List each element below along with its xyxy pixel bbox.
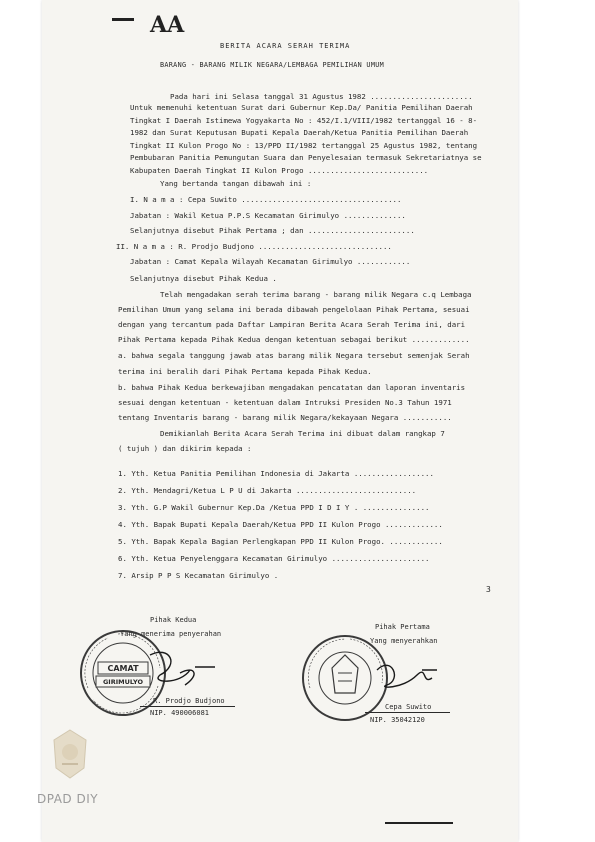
- body-line: Yang bertanda tangan dibawah ini :: [160, 179, 312, 188]
- bottom-mark: [385, 822, 453, 824]
- body-line: dengan yang tercantum pada Daftar Lampiran Berita Acara Serah Terima ini, dari: [118, 320, 466, 329]
- closing-line: ( tujuh ) dan dikirim kepada :: [118, 444, 252, 453]
- body-line: Pembubaran Panitia Pemungutan Suara dan Penyelesaian termasuk Sekretariatnya se: [130, 153, 482, 162]
- body-line: Kabupaten Daerah Tingkat II Kulon Progo ...........................: [130, 166, 429, 175]
- party-one-position: Jabatan : Wakil Ketua P.P.S Kecamatan Girimulyo ..............: [130, 211, 406, 220]
- stamp-center-text: CAMAT: [107, 664, 139, 673]
- recipient-item: 5. Yth. Bapak Kepala Bagian Perlengkapan PPD II Kulon Progo. ............: [118, 537, 443, 546]
- body-line: Tingkat I Daerah Istimewa Yogyakarta No : 452/I.1/VIII/1982 tertanggal 16 - 8-: [130, 116, 478, 125]
- party-two-name: II. N a m a : R. Prodjo Budjono ..............................: [116, 242, 392, 251]
- closing-line: Demikianlah Berita Acara Serah Terima ini dibuat dalam rangkap 7: [160, 429, 445, 438]
- recipient-item: 6. Yth. Ketua Penyelenggara Kecamatan Girimulyo ......................: [118, 554, 430, 563]
- party-two-designation: Selanjutnya disebut Pihak Kedua .: [130, 274, 277, 283]
- body-line: Telah mengadakan serah terima barang - barang milik Negara c.q Lembaga: [160, 290, 472, 299]
- recipient-item: 7. Arsip P P S Kecamatan Girimulyo .: [118, 571, 279, 580]
- body-line: Pihak Pertama kepada Pihak Kedua dengan ketentuan sebagai berikut .............: [118, 335, 470, 344]
- recipient-item: 3. Yth. G.P Wakil Gubernur Kep.Da /Ketua PPD I D I Y . ...............: [118, 503, 430, 512]
- side-page-mark: 3: [486, 585, 491, 594]
- condition-b-cont: tentang Inventaris barang - barang milik Negara/kekayaan Negara ...........: [118, 413, 452, 422]
- recipient-item: 1. Yth. Ketua Panitia Pemilihan Indonesia di Jakarta ..................: [118, 469, 434, 478]
- left-signatory-nip: NIP. 490006081: [150, 709, 210, 717]
- right-signature-scribble: [372, 650, 442, 695]
- top-handwritten-mark: AA: [150, 12, 185, 38]
- left-signature-role: Pihak Kedua: [150, 616, 197, 624]
- body-line: Tingkat II Kulon Progo No : 13/PPD II/1982 tertanggal 25 Agustus 1982, tentang: [130, 141, 478, 150]
- condition-b-cont: sesuai dengan ketentuan - ketentuan dalam Intruksi Presiden No.3 Tahun 1971: [118, 398, 452, 407]
- body-line: Pemilihan Umum yang selama ini berada dibawah pengelolaan Pihak Pertama, sesuai: [118, 305, 470, 314]
- body-line: Untuk memenuhi ketentuan Surat dari Gubernur Kep.Da/ Panitia Pemilihan Daerah: [130, 103, 473, 112]
- right-signature-role: Pihak Pertama: [375, 623, 430, 631]
- corner-mark: [112, 18, 134, 21]
- dpad-logo-icon: [50, 728, 90, 780]
- left-signature-underline: [140, 706, 235, 707]
- condition-a-cont: terima ini beralih dari Pihak Pertama kepada Pihak Kedua.: [118, 367, 372, 376]
- party-two-position: Jabatan : Camat Kepala Wilayah Kecamatan Girimulyo ............: [130, 257, 411, 266]
- document-subtitle: BARANG - BARANG MILIK NEGARA/LEMBAGA PEMILIHAN UMUM: [160, 61, 384, 69]
- footer-watermark: DPAD DIY: [37, 792, 99, 806]
- right-signatory-nip: NIP. 35042120: [370, 716, 425, 724]
- right-signature-underline: [365, 712, 450, 713]
- document-title: BERITA ACARA SERAH TERIMA: [220, 42, 351, 50]
- condition-b: b. bahwa Pihak Kedua berkewajiban mengadakan pencatatan dan laporan inventaris: [118, 383, 466, 392]
- recipient-item: 2. Yth. Mendagri/Ketua L P U di Jakarta ...........................: [118, 486, 417, 495]
- stamp-sub-text: GIRIMULYO: [102, 678, 144, 686]
- recipient-item: 4. Yth. Bapak Bupati Kepala Daerah/Ketua PPD II Kulon Progo .............: [118, 520, 443, 529]
- body-line: 1982 dan Surat Keputusan Bupati Kepala Daerah/Ketua Panitia Pemilihan Daerah: [130, 128, 469, 137]
- party-one-name: I. N a m a : Cepa Suwito ....................................: [130, 195, 402, 204]
- left-signature-caption: Yang menerima penyerahan: [120, 630, 222, 638]
- right-signatory-name: Cepa Suwito: [385, 703, 432, 711]
- party-one-designation: Selanjutnya disebut Pihak Pertama ; dan ........................: [130, 226, 415, 235]
- left-signature-scribble: [140, 645, 220, 695]
- body-line: Pada hari ini Selasa tanggal 31 Agustus 1982 .......................: [170, 92, 473, 101]
- right-signature-caption: Yang menyerahkan: [370, 637, 438, 645]
- left-signatory-name: R. Prodjo Budjono: [153, 697, 225, 705]
- condition-a: a. bahwa segala tanggung jawab atas barang milik Negara tersebut semenjak Serah: [118, 351, 470, 360]
